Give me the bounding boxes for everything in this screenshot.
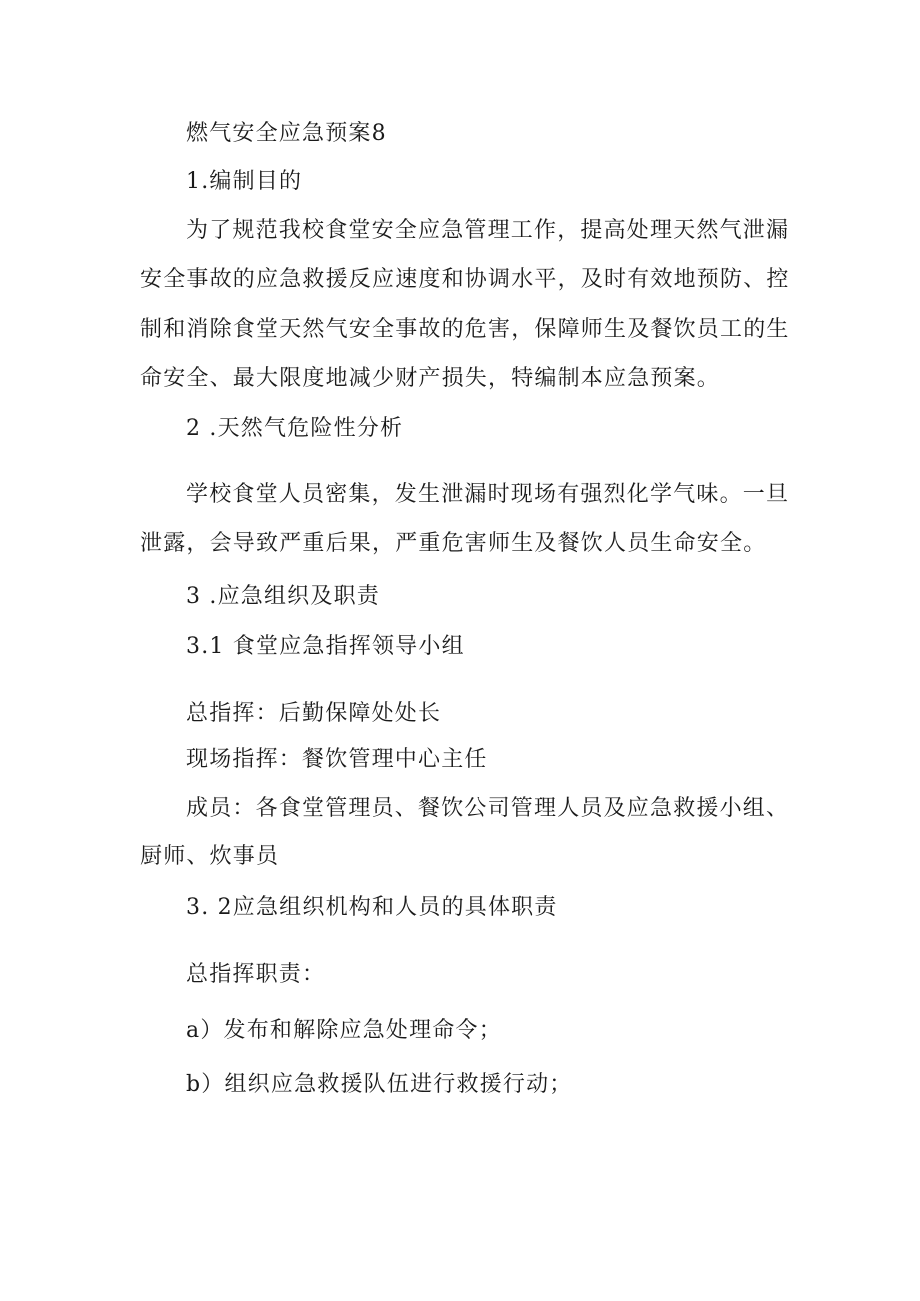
- section-2-paragraph-line: 学校食堂人员密集，发生泄漏时现场有强烈化学气味。一旦: [186, 482, 790, 507]
- section-1-paragraph-line: 制和消除食堂天然气安全事故的危害，保障师生及餐饮员工的生: [140, 317, 790, 342]
- section-1-heading: 1.编制目的: [186, 169, 303, 194]
- members-line: 厨师、炊事员: [140, 844, 280, 869]
- document-title: 燃气安全应急预案8: [186, 121, 387, 146]
- section-3-2-heading: 3. 2应急组织机构和人员的具体职责: [186, 895, 558, 920]
- members-line: 成员：各食堂管理员、餐饮公司管理人员及应急救援小组、: [186, 796, 790, 821]
- site-commander-line: 现场指挥：餐饮管理中心主任: [186, 747, 488, 772]
- section-2-paragraph-line: 泄露，会导致严重后果，严重危害师生及餐饮人员生命安全。: [140, 531, 767, 556]
- section-3-1-heading: 3.1 食堂应急指挥领导小组: [186, 634, 465, 659]
- section-1-paragraph-line: 命安全、最大限度地减少财产损失，特编制本应急预案。: [140, 366, 721, 391]
- section-1-paragraph-line: 为了规范我校食堂安全应急管理工作，提高处理天然气泄漏: [186, 218, 790, 243]
- duties-heading: 总指挥职责：: [186, 962, 326, 987]
- section-1-paragraph-line: 安全事故的应急救援反应速度和协调水平，及时有效地预防、控: [140, 267, 790, 292]
- section-2-heading: 2 .天然气危险性分析: [186, 416, 404, 441]
- section-3-heading: 3 .应急组织及职责: [186, 584, 380, 609]
- duty-item: b）组织应急救援队伍进行救援行动；: [186, 1072, 573, 1097]
- commander-line: 总指挥：后勤保障处处长: [186, 701, 442, 726]
- duty-item: a）发布和解除应急处理命令；: [186, 1018, 502, 1043]
